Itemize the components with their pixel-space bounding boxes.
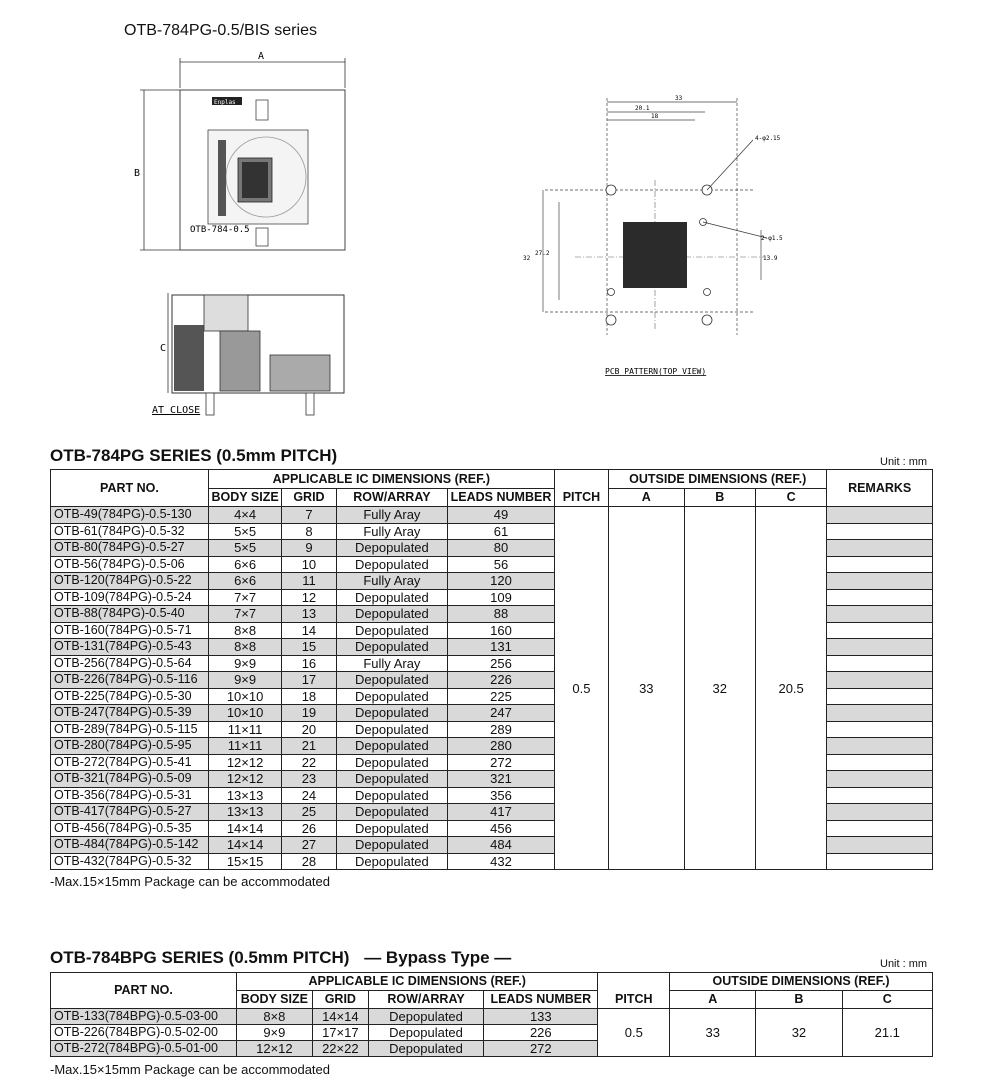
th-a: A — [609, 489, 684, 507]
grid-cell: 21 — [282, 738, 336, 755]
th2-row-array: ROW/ARRAY — [368, 991, 483, 1009]
side-close-label: AT CLOSE — [152, 405, 201, 416]
body-size-cell: 5×5 — [208, 540, 281, 557]
grid-cell: 14×14 — [312, 1009, 368, 1025]
grid-cell: 15 — [282, 639, 336, 656]
leads-cell: 160 — [448, 622, 555, 639]
row-array-cell: Depopulated — [336, 853, 448, 870]
row-array-cell: Depopulated — [336, 771, 448, 788]
top-view-drawing — [130, 50, 370, 260]
body-size-cell: 8×8 — [208, 639, 281, 656]
remarks-cell — [827, 721, 933, 738]
row-array-cell: Depopulated — [336, 804, 448, 821]
grid-cell: 23 — [282, 771, 336, 788]
remarks-cell — [827, 606, 933, 623]
row-array-cell: Depopulated — [368, 1041, 483, 1057]
remarks-cell — [827, 672, 933, 689]
body-size-cell: 6×6 — [208, 573, 281, 590]
dim-c-label: C — [160, 343, 167, 354]
row-array-cell: Depopulated — [368, 1025, 483, 1041]
body-size-cell: 15×15 — [208, 853, 281, 870]
pcb-pattern-drawing — [515, 90, 785, 390]
th2-c: C — [842, 991, 932, 1009]
table1-note: -Max.15×15mm Package can be accommodated — [50, 874, 331, 889]
body-size-cell: 6×6 — [208, 556, 281, 573]
part-number-cell: OTB-120(784PG)-0.5-22 — [51, 573, 209, 590]
leads-cell: 131 — [448, 639, 555, 656]
th2-part-no: PART NO. — [51, 973, 237, 1009]
row-array-cell: Depopulated — [336, 738, 448, 755]
grid-cell: 20 — [282, 721, 336, 738]
body-size-cell: 8×8 — [236, 1009, 312, 1025]
table1 — [50, 469, 933, 870]
th-part-no: PART NO. — [51, 470, 209, 507]
table2-title: OTB-784BPG SERIES (0.5mm PITCH) — [50, 948, 350, 967]
table-row — [51, 1009, 933, 1025]
row-array-cell: Depopulated — [336, 705, 448, 722]
part-number-cell: OTB-417(784PG)-0.5-27 — [51, 804, 209, 821]
grid-cell: 24 — [282, 787, 336, 804]
row-array-cell: Depopulated — [336, 688, 448, 705]
dim-b-label: B — [134, 168, 141, 179]
table2 — [50, 972, 933, 1057]
th-applicable: APPLICABLE IC DIMENSIONS (REF.) — [208, 470, 554, 489]
th-body-size: BODY SIZE — [208, 489, 281, 507]
body-size-cell: 5×5 — [208, 523, 281, 540]
grid-cell: 25 — [282, 804, 336, 821]
c-value-cell: 21.1 — [842, 1009, 932, 1057]
body-size-cell: 9×9 — [208, 672, 281, 689]
body-size-cell: 11×11 — [208, 721, 281, 738]
th-b: B — [684, 489, 755, 507]
part-number-cell: OTB-88(784PG)-0.5-40 — [51, 606, 209, 623]
part-number-cell: OTB-56(784PG)-0.5-06 — [51, 556, 209, 573]
part-number-cell: OTB-226(784BPG)-0.5-02-00 — [51, 1025, 237, 1041]
b-value-cell: 32 — [756, 1009, 842, 1057]
body-size-cell: 12×12 — [208, 754, 281, 771]
leads-cell: 456 — [448, 820, 555, 837]
body-size-cell: 14×14 — [208, 837, 281, 854]
grid-cell: 18 — [282, 688, 336, 705]
th2-a: A — [670, 991, 756, 1009]
leads-cell: 49 — [448, 507, 555, 524]
grid-cell: 11 — [282, 573, 336, 590]
row-array-cell: Depopulated — [336, 672, 448, 689]
pcb-dim-27-2: 27.2 — [535, 250, 550, 257]
table2-unit: Unit : mm — [880, 958, 928, 970]
pitch-value-cell: 0.5 — [554, 507, 608, 870]
th2-pitch: PITCH — [598, 991, 670, 1009]
grid-cell: 22 — [282, 754, 336, 771]
grid-cell: 10 — [282, 556, 336, 573]
dim-a-label: A — [258, 51, 265, 62]
body-size-cell: 13×13 — [208, 787, 281, 804]
part-number-cell: OTB-272(784PG)-0.5-41 — [51, 754, 209, 771]
th2-outside: OUTSIDE DIMENSIONS (REF.) — [670, 973, 933, 991]
leads-cell: 80 — [448, 540, 555, 557]
part-number-cell: OTB-80(784PG)-0.5-27 — [51, 540, 209, 557]
remarks-cell — [827, 738, 933, 755]
a-value-cell: 33 — [609, 507, 684, 870]
row-array-cell: Fully Aray — [336, 655, 448, 672]
remarks-cell — [827, 540, 933, 557]
leads-cell: 61 — [448, 523, 555, 540]
leads-cell: 256 — [448, 655, 555, 672]
body-size-cell: 10×10 — [208, 705, 281, 722]
leads-cell: 120 — [448, 573, 555, 590]
part-number-cell: OTB-225(784PG)-0.5-30 — [51, 688, 209, 705]
remarks-cell — [827, 837, 933, 854]
body-size-cell: 10×10 — [208, 688, 281, 705]
grid-cell: 13 — [282, 606, 336, 623]
part-number-cell: OTB-356(784PG)-0.5-31 — [51, 787, 209, 804]
body-size-cell: 13×13 — [208, 804, 281, 821]
leads-cell: 88 — [448, 606, 555, 623]
part-number-cell: OTB-226(784PG)-0.5-116 — [51, 672, 209, 689]
th2-leads: LEADS NUMBER — [484, 991, 598, 1009]
grid-cell: 17×17 — [312, 1025, 368, 1041]
pcb-dim-33: 33 — [675, 95, 683, 102]
row-array-cell: Depopulated — [336, 589, 448, 606]
row-array-cell: Depopulated — [336, 606, 448, 623]
leads-cell: 247 — [448, 705, 555, 722]
leads-cell: 417 — [448, 804, 555, 821]
th-c: C — [755, 489, 826, 507]
row-array-cell: Fully Aray — [336, 523, 448, 540]
table1-title: OTB-784PG SERIES (0.5mm PITCH) — [50, 446, 338, 465]
body-size-cell: 9×9 — [208, 655, 281, 672]
remarks-cell — [827, 589, 933, 606]
part-number-cell: OTB-484(784PG)-0.5-142 — [51, 837, 209, 854]
body-size-cell: 12×12 — [208, 771, 281, 788]
leads-cell: 109 — [448, 589, 555, 606]
grid-cell: 8 — [282, 523, 336, 540]
grid-cell: 17 — [282, 672, 336, 689]
pcb-dim-20-1: 20.1 — [635, 105, 650, 112]
pcb-dim-32: 32 — [523, 255, 531, 262]
grid-cell: 14 — [282, 622, 336, 639]
grid-cell: 9 — [282, 540, 336, 557]
remarks-cell — [827, 820, 933, 837]
body-size-cell: 7×7 — [208, 589, 281, 606]
th-grid: GRID — [282, 489, 336, 507]
remarks-cell — [827, 787, 933, 804]
pcb-dim-18: 18 — [651, 113, 659, 120]
table2-title-suffix: — Bypass Type — — [364, 948, 512, 967]
leads-cell: 432 — [448, 853, 555, 870]
th-pitch: PITCH — [554, 489, 608, 507]
table-row — [51, 507, 933, 524]
body-size-cell: 12×12 — [236, 1041, 312, 1057]
row-array-cell: Depopulated — [336, 540, 448, 557]
series-title: OTB-784PG-0.5/BIS series — [124, 22, 317, 39]
grid-cell: 16 — [282, 655, 336, 672]
remarks-cell — [827, 655, 933, 672]
row-array-cell: Depopulated — [336, 639, 448, 656]
pcb-pattern-label: PCB PATTERN(TOP VIEW) — [605, 367, 707, 376]
leads-cell: 484 — [448, 837, 555, 854]
row-array-cell: Depopulated — [336, 721, 448, 738]
row-array-cell: Depopulated — [336, 622, 448, 639]
grid-cell: 19 — [282, 705, 336, 722]
leads-cell: 56 — [448, 556, 555, 573]
leads-cell: 272 — [484, 1041, 598, 1057]
part-number-cell: OTB-133(784BPG)-0.5-03-00 — [51, 1009, 237, 1025]
grid-cell: 22×22 — [312, 1041, 368, 1057]
row-array-cell: Fully Aray — [336, 573, 448, 590]
remarks-cell — [827, 754, 933, 771]
table1-unit: Unit : mm — [880, 456, 928, 468]
th2-body-size: BODY SIZE — [236, 991, 312, 1009]
remarks-cell — [827, 804, 933, 821]
table2-note: -Max.15×15mm Package can be accommodated — [50, 1062, 331, 1077]
part-number-cell: OTB-247(784PG)-0.5-39 — [51, 705, 209, 722]
logo-text: Enplas — [214, 99, 236, 106]
leads-cell: 289 — [448, 721, 555, 738]
pcb-hole2-label: 2-φ1.5 — [761, 235, 783, 242]
remarks-cell — [827, 507, 933, 524]
leads-cell: 225 — [448, 688, 555, 705]
part-number-cell: OTB-109(784PG)-0.5-24 — [51, 589, 209, 606]
row-array-cell: Depopulated — [336, 820, 448, 837]
body-size-cell: 8×8 — [208, 622, 281, 639]
leads-cell: 321 — [448, 771, 555, 788]
th2-b: B — [756, 991, 842, 1009]
row-array-cell: Depopulated — [336, 837, 448, 854]
remarks-cell — [827, 556, 933, 573]
part-number-cell: OTB-131(784PG)-0.5-43 — [51, 639, 209, 656]
part-number-cell: OTB-289(784PG)-0.5-115 — [51, 721, 209, 738]
remarks-cell — [827, 705, 933, 722]
th2-applicable: APPLICABLE IC DIMENSIONS (REF.) — [236, 973, 597, 991]
grid-cell: 7 — [282, 507, 336, 524]
grid-cell: 27 — [282, 837, 336, 854]
part-number-cell: OTB-432(784PG)-0.5-32 — [51, 853, 209, 870]
leads-cell: 280 — [448, 738, 555, 755]
th2-grid: GRID — [312, 991, 368, 1009]
th-leads: LEADS NUMBER — [448, 489, 555, 507]
part-number-cell: OTB-256(784PG)-0.5-64 — [51, 655, 209, 672]
remarks-cell — [827, 771, 933, 788]
side-view-drawing — [130, 285, 370, 425]
c-value-cell: 20.5 — [755, 507, 826, 870]
b-value-cell: 32 — [684, 507, 755, 870]
th-row-array: ROW/ARRAY — [336, 489, 448, 507]
th-remarks: REMARKS — [827, 470, 933, 507]
body-size-cell: 7×7 — [208, 606, 281, 623]
body-size-cell: 9×9 — [236, 1025, 312, 1041]
body-size-cell: 4×4 — [208, 507, 281, 524]
pitch-value-cell: 0.5 — [598, 1009, 670, 1057]
a-value-cell: 33 — [670, 1009, 756, 1057]
leads-cell: 272 — [448, 754, 555, 771]
part-number-cell: OTB-49(784PG)-0.5-130 — [51, 507, 209, 524]
grid-cell: 26 — [282, 820, 336, 837]
remarks-cell — [827, 853, 933, 870]
part-number-cell: OTB-280(784PG)-0.5-95 — [51, 738, 209, 755]
row-array-cell: Depopulated — [368, 1009, 483, 1025]
part-number-cell: OTB-272(784BPG)-0.5-01-00 — [51, 1041, 237, 1057]
body-size-cell: 14×14 — [208, 820, 281, 837]
leads-cell: 226 — [484, 1025, 598, 1041]
part-number-cell: OTB-160(784PG)-0.5-71 — [51, 622, 209, 639]
row-array-cell: Depopulated — [336, 556, 448, 573]
th-outside: OUTSIDE DIMENSIONS (REF.) — [609, 470, 827, 489]
top-model-label: OTB-784-0.5 — [190, 225, 250, 235]
row-array-cell: Fully Aray — [336, 507, 448, 524]
remarks-cell — [827, 688, 933, 705]
remarks-cell — [827, 639, 933, 656]
body-size-cell: 11×11 — [208, 738, 281, 755]
row-array-cell: Depopulated — [336, 754, 448, 771]
remarks-cell — [827, 523, 933, 540]
leads-cell: 356 — [448, 787, 555, 804]
part-number-cell: OTB-61(784PG)-0.5-32 — [51, 523, 209, 540]
leads-cell: 133 — [484, 1009, 598, 1025]
remarks-cell — [827, 573, 933, 590]
grid-cell: 28 — [282, 853, 336, 870]
row-array-cell: Depopulated — [336, 787, 448, 804]
part-number-cell: OTB-456(784PG)-0.5-35 — [51, 820, 209, 837]
pcb-dim-13-9: 13.9 — [763, 255, 778, 262]
leads-cell: 226 — [448, 672, 555, 689]
remarks-cell — [827, 622, 933, 639]
grid-cell: 12 — [282, 589, 336, 606]
part-number-cell: OTB-321(784PG)-0.5-09 — [51, 771, 209, 788]
pcb-hole4-label: 4-φ2.15 — [755, 135, 781, 142]
